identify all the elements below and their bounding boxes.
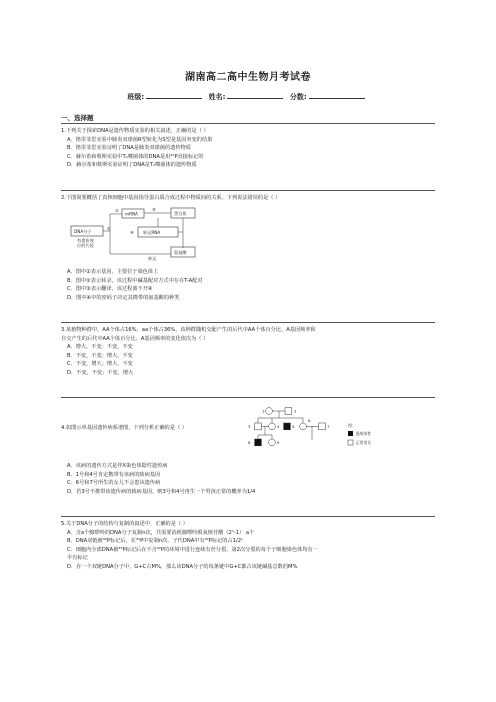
question-divider	[61, 397, 435, 398]
question-stem: 2.下图简要概括了真核细胞中基因指导蛋白质合成过程中物质间的关系。下列说法错误的是（ ）	[61, 195, 281, 201]
question-stem: 5.关于DNA分子的结构与复制的叙述中，正确的是（ ）	[61, 521, 188, 527]
label-1: 1	[262, 408, 265, 414]
amino-acid-label: 氨基酸	[174, 250, 187, 255]
dna-label: DNA分子	[74, 229, 92, 234]
option-a[interactable]: A．含a个腺嘌呤的DNA分子复制n次，共需要消耗腺嘌呤脱氧核苷酸（2ⁿ-1） a个	[67, 529, 255, 536]
option-c[interactable]: C．细胞内全部DNA被³²P标记后在不含³²P的环境中进行连续有丝分裂，第2次分裂的每个子细胞染色体均有一	[67, 546, 318, 553]
option-c[interactable]: C．赫尔希和蔡斯实验中T₂噬菌体的DNA是用³²P直接标记的	[67, 153, 204, 160]
individual-4	[269, 423, 276, 430]
transport-label: 转运	[148, 256, 157, 261]
option-a[interactable]: A．增大，不变；不变，不变	[67, 344, 133, 351]
genetic-label: 有遗传效	[77, 238, 94, 243]
legend-normal-icon	[348, 440, 353, 445]
option-d[interactable]: D．不变，不变；不变，增大	[67, 369, 134, 376]
option-b[interactable]: B．DNA双链被³²P标记后，在³¹P中复制n次，子代DNA中有³²P标记的占1/2ⁿ	[67, 538, 244, 545]
label-5: 5	[292, 424, 295, 429]
option-a[interactable]: A．图中①表示基因，主要位于染色体上	[67, 269, 159, 275]
marker-1: ①	[107, 226, 111, 231]
option-c[interactable]: C．6号和7号所生的女儿不会患该遗传病	[67, 480, 161, 487]
option-b[interactable]: B．1号和4号肯定携带有该病的致病基因	[67, 471, 161, 478]
protein-label: 蛋白质	[174, 211, 187, 216]
question-4	[61, 424, 261, 433]
label-2: 2	[294, 408, 297, 414]
question-stem: 3.某植物种群中，AA个体占16%，aa个体占36%，该种群随机交配产生的后代中AA个体百分比、A基因频率和	[61, 327, 316, 333]
option-a[interactable]: A．格里菲思实验中肺炎双球菌R型转化为S型是基因突变的结果	[67, 136, 213, 143]
legend-affected-icon	[348, 431, 353, 436]
option-b[interactable]: B．图中②表示转录，该过程中碱基配对方式中存在T-A配对	[67, 277, 203, 284]
individual-7	[319, 423, 326, 430]
option-b[interactable]: B．格里菲思实验证明了DNA是肺炎双球菌的遗传物质	[67, 145, 191, 152]
option-d[interactable]: D．赫尔希和蔡斯实验证明了DNA是T₂噬菌体的遗传物质	[67, 162, 197, 169]
question-2	[61, 194, 441, 203]
label-8: 8	[248, 440, 251, 445]
option-d[interactable]: D．若3号不携带该遗传病的致病基因，则3号和4号再生一个男孩正常的概率为1/4	[67, 488, 256, 495]
question-2-options	[61, 268, 441, 302]
student-info-line	[0, 92, 496, 102]
individual-1	[266, 408, 273, 415]
label-6: 6	[308, 418, 311, 423]
question-divider	[61, 322, 435, 323]
class-blank[interactable]	[146, 92, 202, 99]
name-blank[interactable]	[227, 92, 283, 99]
score-blank[interactable]	[309, 92, 365, 99]
pedigree-chart	[248, 404, 388, 454]
legend-normal: 正常男女	[356, 440, 372, 445]
individual-5	[284, 423, 291, 430]
section-divider	[61, 123, 435, 124]
question-divider	[61, 516, 435, 517]
label-3: 3	[248, 424, 251, 429]
fragment-label: 应的片段	[77, 243, 94, 248]
option-d[interactable]: D．图中④中的密码子决定其携带的氨基酸的种类	[67, 294, 180, 301]
score-label: 分数:	[289, 93, 307, 101]
option-c-cont: 半有标记	[67, 555, 88, 562]
individual-6	[300, 423, 307, 430]
marker-3: ③	[152, 207, 156, 212]
question-3	[61, 326, 441, 378]
option-b[interactable]: B．不变，不变；增大，不变	[67, 352, 133, 359]
legend-affected: 患病男性	[356, 431, 372, 436]
individual-3	[255, 423, 262, 430]
label-7: 7	[327, 424, 330, 429]
individual-2	[285, 408, 292, 415]
question-1	[61, 127, 441, 170]
option-d[interactable]: D．在一个双链DNA分子中，G+C占M%，那么该DNA分子的每条链中G+C都占该链碱基总数的M%	[67, 563, 298, 570]
class-label: 班级:	[127, 93, 145, 101]
option-a[interactable]: A．该病的遗传方式是伴X染色体隐性遗传病	[67, 463, 168, 469]
question-stem: 1.下列关于探索DNA是遗传物质实验的相关叙述，正确的是（ ）	[61, 128, 209, 134]
question-stem: 4.如图示单基因遗传病系谱图，下列分析正确的是（ ）	[61, 425, 187, 431]
label-4: 4	[277, 424, 280, 429]
individual-9	[269, 439, 276, 446]
gene-expression-diagram	[70, 204, 200, 262]
section-heading: 一、选择题	[61, 114, 94, 122]
question-divider	[61, 190, 435, 191]
question-4-options	[61, 462, 441, 496]
question-5	[61, 520, 441, 572]
mrna-label: mRNA	[125, 211, 138, 217]
marker-2: ②	[115, 208, 119, 213]
option-c[interactable]: C．不变，增大；增大，不变	[67, 361, 133, 368]
label-9: 9	[277, 440, 280, 445]
legend-title: 图：	[348, 423, 356, 428]
question-stem-cont: 自交产生的后代中AA个体百分比、A基因频率的变化依次为（ ）	[61, 335, 209, 342]
page-title: 湖南高二高中生物月考试卷	[185, 72, 311, 83]
marker-4: ④	[130, 230, 134, 235]
option-c[interactable]: C．图中③表示翻译，该过程离不开④	[67, 286, 153, 293]
individual-8	[255, 439, 262, 446]
name-label: 姓名:	[208, 93, 226, 101]
trna-label: 转运RNA	[143, 230, 161, 235]
